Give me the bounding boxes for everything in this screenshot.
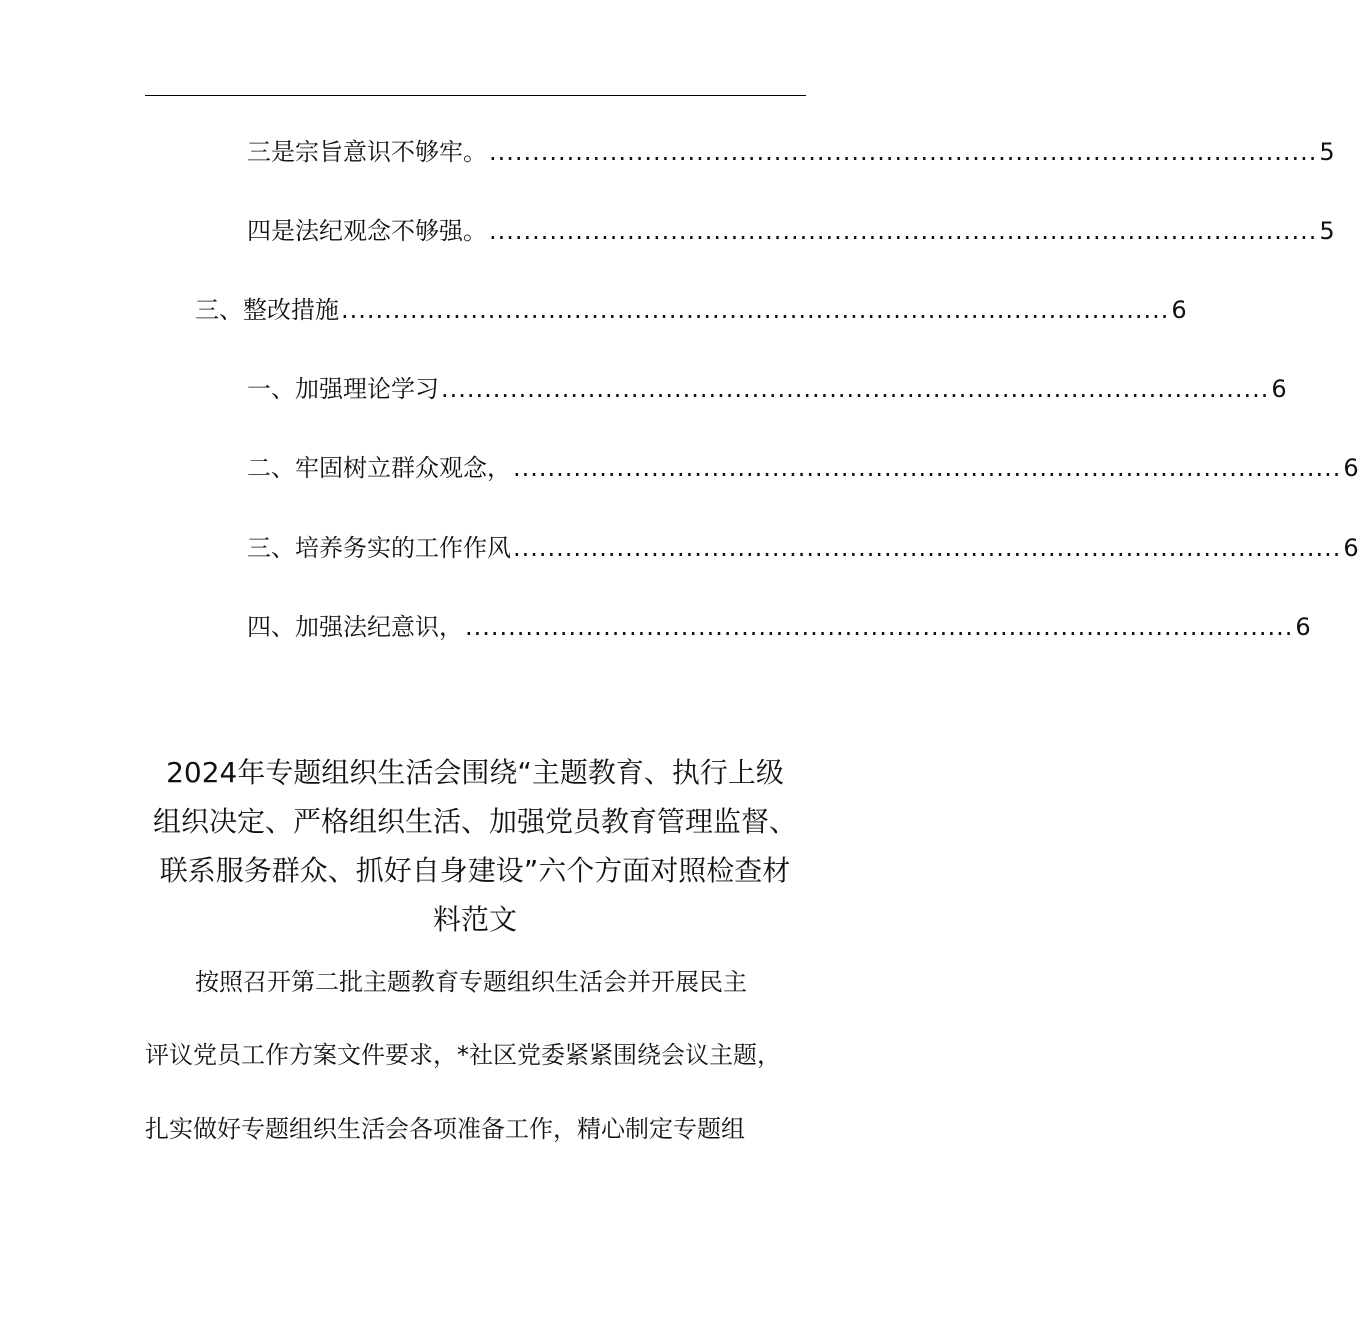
toc-page-number: 6 — [1271, 375, 1287, 403]
toc-entry[interactable] — [247, 372, 1287, 406]
header-rule — [145, 95, 806, 96]
body-line: 按照召开第二批主题教育专题组织生活会并开展民主 — [195, 968, 747, 996]
toc-page-number: 5 — [1319, 217, 1335, 245]
toc-leader-dots: ................................................................................................ — [341, 296, 1170, 324]
toc-entry-text: 一、加强理论学习 — [247, 375, 439, 403]
body-line: 评议党员工作方案文件要求，*社区党委紧紧围绕会议主题， — [145, 1041, 781, 1069]
toc-page-number: 6 — [1343, 454, 1359, 482]
toc-page-number: 6 — [1295, 613, 1311, 641]
toc-entry[interactable] — [195, 293, 1187, 327]
toc-leader-dots: ................................................................................................ — [465, 613, 1294, 641]
toc-page-number: 6 — [1343, 534, 1359, 562]
title-line: 2024年专题组织生活会围绕“主题教育、执行上级 — [166, 756, 784, 789]
toc-entry[interactable] — [247, 214, 1335, 248]
document-title — [140, 748, 810, 944]
toc-entry[interactable] — [247, 531, 1359, 565]
title-line: 组织决定、严格组织生活、加强党员教育管理监督、 — [152, 805, 797, 838]
toc-entry-text: 三、整改措施 — [195, 296, 339, 324]
title-line: 联系服务群众、抓好自身建设”六个方面对照检查材 — [159, 854, 791, 887]
toc-entry-text: 四、加强法纪意识， — [247, 613, 463, 641]
toc-page-number: 5 — [1319, 138, 1335, 166]
toc-leader-dots: ................................................................................................ — [489, 138, 1318, 166]
toc-leader-dots: ................................................................................................ — [489, 217, 1318, 245]
toc-entry[interactable] — [247, 610, 1311, 644]
toc-entry-text: 三、培养务实的工作作风 — [247, 534, 511, 562]
toc-entry[interactable] — [247, 135, 1335, 169]
toc-leader-dots: ................................................................................................ — [513, 454, 1342, 482]
title-line: 料范文 — [432, 903, 517, 936]
toc-entry-text: 二、牢固树立群众观念， — [247, 454, 511, 482]
toc-page-number: 6 — [1171, 296, 1187, 324]
toc-entry-text: 三是宗旨意识不够牢。 — [247, 138, 487, 166]
toc-leader-dots: ................................................................................................ — [513, 534, 1342, 562]
toc-leader-dots: ................................................................................................ — [441, 375, 1270, 403]
toc-entry[interactable] — [247, 451, 1359, 485]
toc-entry-text: 四是法纪观念不够强。 — [247, 217, 487, 245]
body-line: 扎实做好专题组织生活会各项准备工作，精心制定专题组 — [145, 1115, 745, 1143]
